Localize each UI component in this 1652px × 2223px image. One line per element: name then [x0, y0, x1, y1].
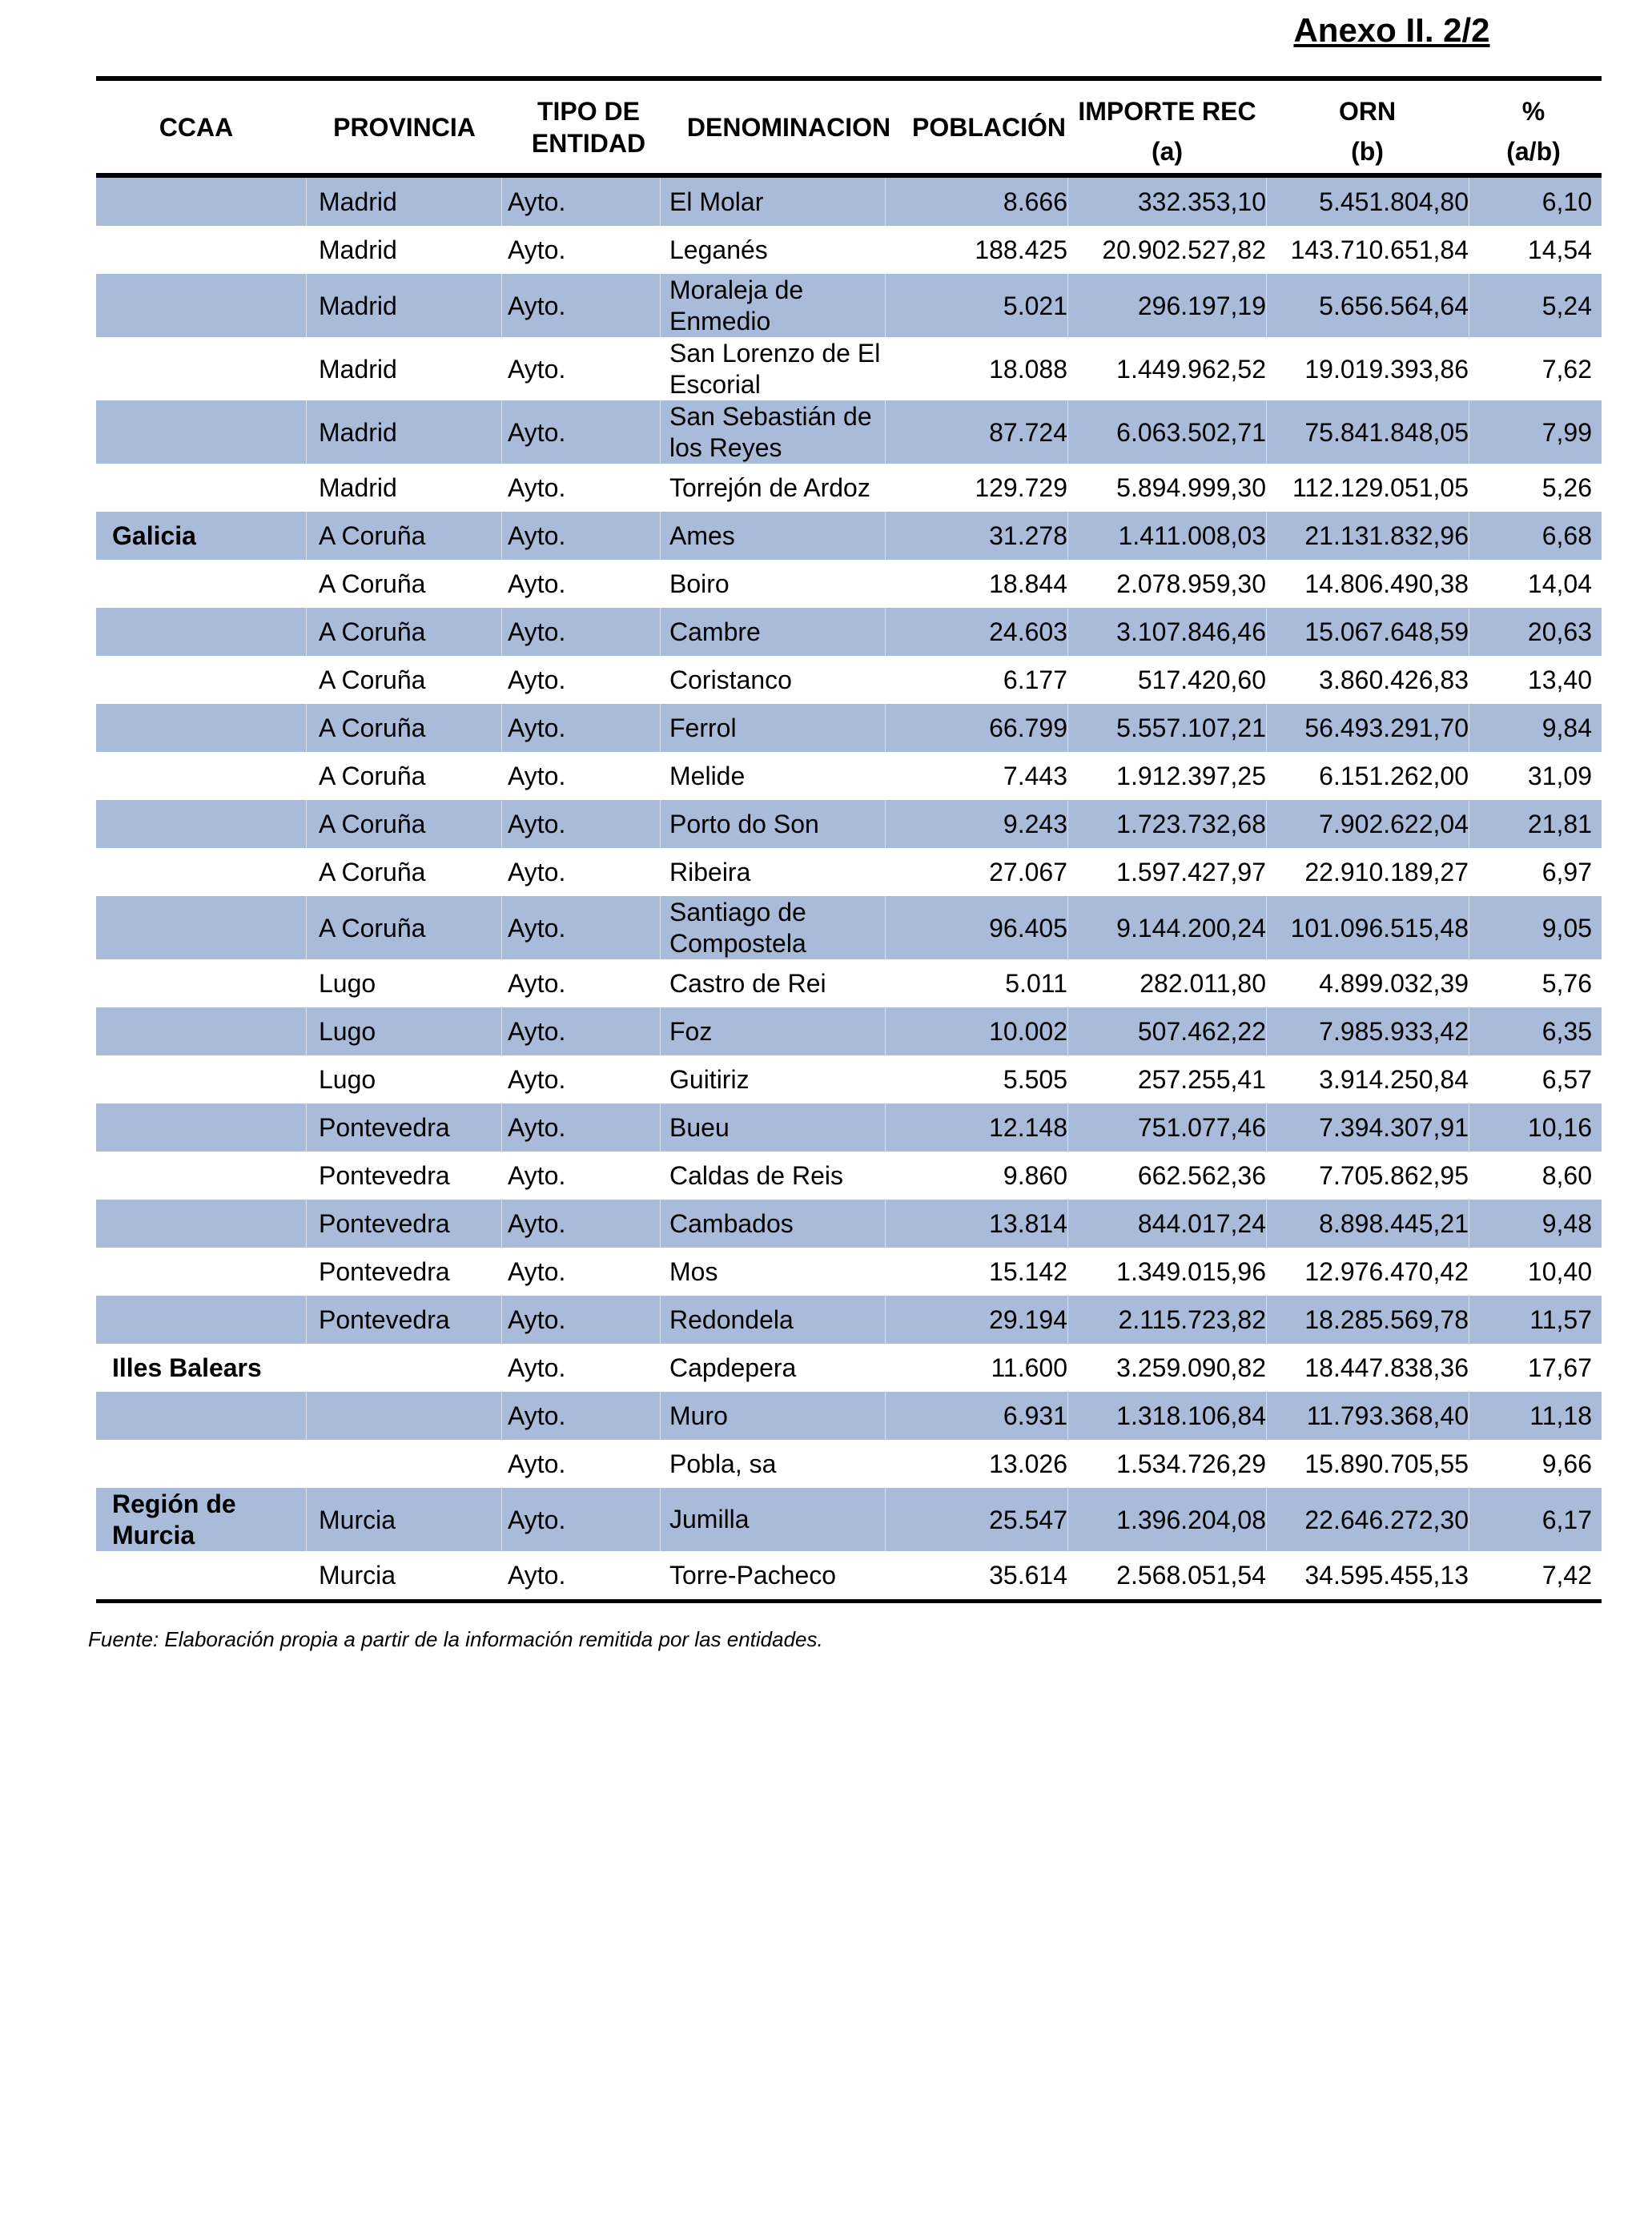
cell-tipo: Ayto.: [508, 1065, 566, 1094]
cell-importe: 507.462,22: [1137, 1017, 1266, 1046]
table-row: [96, 752, 1602, 800]
cell-ccaa: [112, 704, 296, 752]
column-separator: [306, 608, 307, 656]
cell-importe: 1.534.726,29: [1116, 1449, 1266, 1478]
column-separator: [660, 704, 661, 752]
cell-tipo: Ayto.: [508, 1401, 566, 1430]
cell-poblacion: 96.405: [989, 913, 1067, 943]
column-separator: [306, 1200, 307, 1248]
cell-poblacion: 129.729: [975, 473, 1067, 502]
cell-denominacion: Jumilla: [669, 1505, 750, 1534]
cell-provincia: [319, 1440, 503, 1488]
cell-orn: 56.493.291,70: [1304, 714, 1469, 742]
cell-denominacion: Torrejón de Ardoz: [669, 472, 870, 502]
cell-percent: 20,63: [1527, 617, 1592, 646]
cell-percent: 14,54: [1527, 235, 1592, 264]
cell-percent: 17,67: [1527, 1353, 1592, 1382]
cell-provincia: Pontevedra: [319, 1257, 450, 1286]
table-row: [96, 1055, 1602, 1103]
cell-importe: 1.349.015,96: [1116, 1257, 1266, 1286]
cell-ccaa: [112, 400, 296, 464]
table-row: [96, 274, 1602, 337]
cell-tipo: Ayto.: [508, 354, 566, 384]
cell-provincia: A Coruña: [319, 858, 426, 886]
cell-denominacion: Muro: [669, 1401, 728, 1430]
cell-percent: 5,76: [1541, 969, 1592, 998]
cell-provincia: Lugo: [319, 1017, 376, 1046]
table-row: [96, 226, 1602, 274]
cell-ccaa: [112, 656, 296, 704]
column-separator: [660, 512, 661, 560]
cell-poblacion: 8.666: [1003, 187, 1067, 216]
cell-tipo: Ayto.: [508, 810, 566, 838]
cell-importe: 2.115.723,82: [1118, 1305, 1266, 1334]
cell-importe: 9.144.200,24: [1116, 913, 1266, 943]
cell-poblacion: 5.021: [1003, 291, 1067, 320]
column-separator: [306, 1296, 307, 1344]
cell-provincia: Pontevedra: [319, 1305, 450, 1334]
table-body: [96, 178, 1602, 1599]
table-row: [96, 1296, 1602, 1344]
cell-orn: 21.131.832,96: [1304, 521, 1469, 550]
header-denominacion: DENOMINACION: [686, 112, 891, 142]
cell-denominacion: Guitiriz: [669, 1064, 750, 1094]
column-separator: [306, 800, 307, 848]
cell-provincia: Madrid: [319, 235, 397, 264]
cell-denominacion: Cambados: [669, 1208, 794, 1238]
cell-tipo: Ayto.: [508, 1113, 566, 1142]
cell-orn: 101.096.515,48: [1290, 913, 1469, 943]
cell-denominacion: Castro de Rei: [669, 968, 826, 998]
column-separator: [306, 274, 307, 337]
table-row: [96, 959, 1602, 1007]
cell-ccaa: [112, 1055, 296, 1103]
cell-ccaa: [112, 337, 296, 400]
cell-importe: 844.017,24: [1137, 1209, 1266, 1238]
cell-denominacion: Foz: [669, 1016, 713, 1046]
cell-poblacion: 18.844: [989, 569, 1067, 598]
cell-poblacion: 13.026: [989, 1449, 1067, 1478]
cell-orn: 15.890.705,55: [1304, 1449, 1469, 1478]
cell-provincia: [319, 1392, 503, 1440]
cell-poblacion: 25.547: [989, 1505, 1067, 1534]
column-separator: [306, 512, 307, 560]
cell-poblacion: 18.088: [989, 354, 1067, 384]
cell-importe: 3.259.090,82: [1116, 1353, 1266, 1382]
cell-provincia: A Coruña: [319, 714, 426, 742]
cell-ccaa: [112, 226, 296, 274]
table-row: [96, 1551, 1602, 1599]
cell-percent: 10,40: [1527, 1257, 1592, 1286]
cell-orn: 7.394.307,91: [1319, 1113, 1469, 1142]
cell-percent: 13,40: [1527, 665, 1592, 694]
header-ccaa: CCAA: [159, 112, 234, 142]
table-row: [96, 400, 1602, 464]
cell-ccaa: Galicia: [112, 521, 196, 550]
cell-provincia: Pontevedra: [319, 1161, 450, 1190]
cell-importe: 1.396.204,08: [1116, 1505, 1266, 1534]
table-row: [96, 704, 1602, 752]
header-provincia: PROVINCIA: [333, 112, 476, 142]
cell-denominacion: Leganés: [669, 235, 768, 264]
column-separator: [660, 400, 661, 464]
cell-importe: 2.568.051,54: [1116, 1561, 1266, 1590]
cell-tipo: Ayto.: [508, 1505, 566, 1534]
cell-importe: 296.197,19: [1137, 291, 1266, 320]
table-row: [96, 1488, 1602, 1551]
cell-ccaa: [112, 959, 296, 1007]
cell-ccaa: [112, 1551, 296, 1599]
cell-percent: 11,18: [1529, 1401, 1592, 1430]
cell-percent: 5,24: [1541, 291, 1592, 320]
cell-percent: 7,42: [1541, 1561, 1592, 1590]
cell-percent: 21,81: [1527, 810, 1592, 838]
cell-orn: 5.451.804,80: [1319, 187, 1469, 216]
cell-denominacion: Ames: [669, 521, 735, 550]
cell-ccaa: [112, 608, 296, 656]
cell-denominacion: Cambre: [669, 617, 761, 646]
cell-denominacion: Moraleja de Enmedio: [669, 275, 804, 336]
cell-orn: 8.898.445,21: [1319, 1209, 1469, 1238]
table-row: [96, 1392, 1602, 1440]
cell-orn: 19.019.393,86: [1304, 354, 1469, 384]
cell-percent: 6,17: [1541, 1505, 1592, 1534]
cell-percent: 9,84: [1541, 714, 1592, 742]
cell-orn: 12.976.470,42: [1304, 1257, 1469, 1286]
cell-percent: 7,99: [1541, 417, 1592, 447]
cell-denominacion: Mos: [669, 1256, 718, 1286]
table-row: [96, 178, 1602, 226]
cell-percent: 9,48: [1541, 1209, 1592, 1238]
cell-poblacion: 9.860: [1003, 1161, 1067, 1190]
cell-poblacion: 24.603: [989, 617, 1067, 646]
cell-tipo: Ayto.: [508, 1017, 566, 1046]
column-separator: [306, 1007, 307, 1055]
cell-poblacion: 188.425: [975, 235, 1067, 264]
cell-orn: 5.656.564,64: [1319, 291, 1469, 320]
cell-poblacion: 87.724: [989, 417, 1067, 447]
cell-tipo: Ayto.: [508, 913, 566, 943]
table-row: [96, 896, 1602, 959]
cell-percent: 31,09: [1527, 762, 1592, 790]
cell-denominacion: Pobla, sa: [669, 1449, 777, 1478]
cell-importe: 517.420,60: [1137, 665, 1266, 694]
column-separator: [660, 800, 661, 848]
table-row: [96, 1200, 1602, 1248]
cell-ccaa: Illes Balears: [112, 1353, 262, 1382]
cell-provincia: A Coruña: [319, 762, 426, 790]
cell-provincia: Pontevedra: [319, 1113, 450, 1142]
cell-provincia: A Coruña: [319, 617, 426, 646]
cell-orn: 14.806.490,38: [1304, 569, 1469, 598]
cell-ccaa: [112, 560, 296, 608]
table-row: [96, 337, 1602, 400]
cell-denominacion: Torre-Pacheco: [669, 1560, 837, 1590]
cell-importe: 282.011,80: [1140, 969, 1266, 998]
cell-provincia: A Coruña: [319, 665, 426, 694]
table-row: [96, 656, 1602, 704]
cell-percent: 11,57: [1529, 1305, 1592, 1334]
table-row: [96, 1440, 1602, 1488]
cell-tipo: Ayto.: [508, 1449, 566, 1478]
table-row: [96, 608, 1602, 656]
cell-poblacion: 13.814: [989, 1209, 1067, 1238]
cell-provincia: Madrid: [319, 291, 397, 320]
cell-ccaa: [112, 896, 296, 959]
column-separator: [306, 400, 307, 464]
column-separator: [306, 1392, 307, 1440]
cell-ccaa: [112, 848, 296, 896]
column-separator: [660, 178, 661, 226]
cell-orn: 7.705.862,95: [1319, 1161, 1469, 1190]
cell-provincia: Pontevedra: [319, 1209, 450, 1238]
cell-poblacion: 9.243: [1003, 810, 1067, 838]
cell-orn: 112.129.051,05: [1292, 473, 1469, 502]
cell-ccaa: [112, 274, 296, 337]
cell-ccaa: [112, 1103, 296, 1152]
cell-tipo: Ayto.: [508, 714, 566, 742]
cell-denominacion: Porto do Son: [669, 809, 819, 838]
cell-poblacion: 12.148: [989, 1113, 1067, 1142]
column-separator: [660, 1103, 661, 1152]
cell-ccaa: [112, 1200, 296, 1248]
cell-orn: 22.910.189,27: [1304, 858, 1469, 886]
table-row: [96, 1007, 1602, 1055]
cell-importe: 2.078.959,30: [1116, 569, 1266, 598]
cell-importe: 257.255,41: [1137, 1065, 1266, 1094]
table-row: [96, 848, 1602, 896]
cell-poblacion: 6.931: [1003, 1401, 1067, 1430]
cell-denominacion: San Sebastián de los Reyes: [669, 401, 872, 462]
cell-percent: 7,62: [1541, 354, 1592, 384]
cell-percent: 6,35: [1541, 1017, 1592, 1046]
cell-poblacion: 5.505: [1003, 1065, 1067, 1094]
cell-importe: 1.318.106,84: [1116, 1401, 1266, 1430]
column-separator: [306, 704, 307, 752]
column-separator: [660, 1392, 661, 1440]
cell-percent: 6,10: [1541, 187, 1592, 216]
cell-tipo: Ayto.: [508, 858, 566, 886]
cell-importe: 1.912.397,25: [1116, 762, 1266, 790]
cell-poblacion: 31.278: [989, 521, 1067, 550]
cell-tipo: Ayto.: [508, 969, 566, 998]
cell-provincia: Murcia: [319, 1561, 396, 1590]
cell-orn: 4.899.032,39: [1319, 969, 1469, 998]
cell-tipo: Ayto.: [508, 762, 566, 790]
cell-poblacion: 27.067: [989, 858, 1067, 886]
cell-importe: 20.902.527,82: [1102, 235, 1266, 264]
cell-denominacion: Caldas de Reis: [669, 1160, 843, 1190]
cell-orn: 7.902.622,04: [1319, 810, 1469, 838]
cell-tipo: Ayto.: [508, 1353, 566, 1382]
cell-tipo: Ayto.: [508, 1561, 566, 1590]
cell-importe: 5.894.999,30: [1116, 473, 1266, 502]
cell-orn: 15.067.648,59: [1304, 617, 1469, 646]
table-bottom-rule: [96, 1599, 1602, 1603]
cell-denominacion: Capdepera: [669, 1353, 797, 1382]
cell-poblacion: 29.194: [989, 1305, 1067, 1334]
cell-tipo: Ayto.: [508, 473, 566, 502]
cell-importe: 1.597.427,97: [1116, 858, 1266, 886]
cell-importe: 3.107.846,46: [1116, 617, 1266, 646]
header-importe-rec: IMPORTE REC (a): [1078, 97, 1256, 166]
cell-poblacion: 5.011: [1005, 969, 1067, 998]
cell-percent: 6,57: [1541, 1065, 1592, 1094]
cell-tipo: Ayto.: [508, 1257, 566, 1286]
cell-importe: 1.449.962,52: [1116, 354, 1266, 384]
column-separator: [660, 274, 661, 337]
cell-poblacion: 15.142: [989, 1257, 1067, 1286]
cell-denominacion: Ferrol: [669, 713, 737, 742]
column-separator: [306, 896, 307, 959]
cell-provincia: A Coruña: [319, 810, 426, 838]
cell-poblacion: 35.614: [989, 1561, 1067, 1590]
cell-orn: 3.914.250,84: [1319, 1065, 1469, 1094]
column-separator: [660, 1488, 661, 1551]
cell-ccaa: [112, 178, 296, 226]
cell-ccaa: [112, 464, 296, 512]
cell-orn: 18.447.838,36: [1304, 1353, 1469, 1382]
table-row: [96, 464, 1602, 512]
cell-percent: 8,60: [1541, 1161, 1592, 1190]
cell-provincia: Madrid: [319, 473, 397, 502]
cell-importe: 5.557.107,21: [1116, 714, 1266, 742]
cell-tipo: Ayto.: [508, 665, 566, 694]
cell-poblacion: 7.443: [1003, 762, 1067, 790]
column-separator: [306, 1488, 307, 1551]
cell-denominacion: San Lorenzo de El Escorial: [669, 338, 881, 399]
cell-provincia: [319, 1344, 503, 1392]
cell-tipo: Ayto.: [508, 1305, 566, 1334]
cell-tipo: Ayto.: [508, 521, 566, 550]
cell-provincia: Madrid: [319, 417, 397, 447]
header-orn: ORN (b): [1338, 97, 1397, 166]
cell-provincia: Madrid: [319, 354, 397, 384]
cell-orn: 75.841.848,05: [1304, 417, 1469, 447]
table-row: [96, 1152, 1602, 1200]
cell-provincia: Murcia: [319, 1505, 396, 1534]
cell-tipo: Ayto.: [508, 235, 566, 264]
cell-ccaa: Región de Murcia: [112, 1489, 236, 1550]
cell-provincia: Madrid: [319, 187, 397, 216]
cell-percent: 9,66: [1541, 1449, 1592, 1478]
cell-denominacion: Redondela: [669, 1304, 794, 1334]
column-separator: [660, 1296, 661, 1344]
cell-ccaa: [112, 1296, 296, 1344]
cell-poblacion: 66.799: [989, 714, 1067, 742]
cell-ccaa: [112, 1248, 296, 1296]
cell-orn: 7.985.933,42: [1319, 1017, 1469, 1046]
cell-orn: 18.285.569,78: [1304, 1305, 1469, 1334]
cell-orn: 11.793.368,40: [1306, 1401, 1469, 1430]
table-row: [96, 800, 1602, 848]
cell-poblacion: 11.600: [991, 1353, 1067, 1382]
column-separator: [660, 1007, 661, 1055]
column-separator: [306, 1103, 307, 1152]
cell-orn: 143.710.651,84: [1290, 235, 1469, 264]
cell-provincia: A Coruña: [319, 913, 426, 943]
cell-denominacion: Ribeira: [669, 857, 751, 886]
cell-percent: 9,05: [1541, 913, 1592, 943]
column-separator: [660, 1200, 661, 1248]
cell-tipo: Ayto.: [508, 291, 566, 320]
cell-denominacion: Boiro: [669, 569, 730, 598]
cell-ccaa: [112, 1392, 296, 1440]
cell-ccaa: [112, 752, 296, 800]
cell-orn: 6.151.262,00: [1319, 762, 1469, 790]
cell-tipo: Ayto.: [508, 1209, 566, 1238]
cell-importe: 332.353,10: [1137, 187, 1266, 216]
header-percent: % (a/b): [1506, 97, 1561, 166]
table-row: [96, 560, 1602, 608]
table-row: [96, 1103, 1602, 1152]
cell-importe: 6.063.502,71: [1116, 417, 1266, 447]
cell-orn: 34.595.455,13: [1304, 1561, 1469, 1590]
column-separator: [660, 608, 661, 656]
cell-tipo: Ayto.: [508, 417, 566, 447]
cell-provincia: Lugo: [319, 1065, 376, 1094]
header-tipo-entidad: TIPO DE ENTIDAD: [531, 96, 646, 158]
cell-provincia: A Coruña: [319, 569, 426, 598]
table-row: [96, 1344, 1602, 1392]
table-header: [96, 81, 1602, 173]
cell-importe: 1.723.732,68: [1116, 810, 1266, 838]
cell-tipo: Ayto.: [508, 617, 566, 646]
cell-provincia: A Coruña: [319, 521, 426, 550]
cell-ccaa: [112, 1152, 296, 1200]
cell-denominacion: Melide: [669, 761, 746, 790]
cell-poblacion: 10.002: [989, 1017, 1067, 1046]
cell-percent: 5,26: [1541, 473, 1592, 502]
cell-ccaa: [112, 800, 296, 848]
cell-tipo: Ayto.: [508, 569, 566, 598]
cell-tipo: Ayto.: [508, 187, 566, 216]
cell-percent: 14,04: [1527, 569, 1592, 598]
cell-denominacion: Coristanco: [669, 665, 792, 694]
source-note: Fuente: Elaboración propia a partir de la información remitida por las entidades.: [88, 1627, 823, 1651]
header-poblacion: POBLACIÓN: [912, 112, 1066, 142]
cell-ccaa: [112, 1007, 296, 1055]
table-row: [96, 1248, 1602, 1296]
cell-provincia: Lugo: [319, 969, 376, 998]
cell-percent: 6,68: [1541, 521, 1592, 550]
cell-orn: 3.860.426,83: [1319, 665, 1469, 694]
column-separator: [660, 896, 661, 959]
cell-percent: 6,97: [1541, 858, 1592, 886]
cell-importe: 751.077,46: [1137, 1113, 1266, 1142]
table-row: [96, 512, 1602, 560]
data-table: [96, 76, 1602, 1603]
cell-importe: 662.562,36: [1137, 1161, 1266, 1190]
column-separator: [306, 178, 307, 226]
cell-orn: 22.646.272,30: [1304, 1505, 1469, 1534]
cell-importe: 1.411.008,03: [1118, 521, 1266, 550]
cell-poblacion: 6.177: [1003, 665, 1067, 694]
cell-tipo: Ayto.: [508, 1161, 566, 1190]
cell-denominacion: El Molar: [669, 187, 764, 216]
cell-denominacion: Santiago de Compostela: [669, 897, 806, 958]
cell-denominacion: Bueu: [669, 1112, 730, 1142]
annex-title: Anexo II. 2/2: [1293, 11, 1490, 49]
cell-ccaa: [112, 1440, 296, 1488]
cell-percent: 10,16: [1527, 1113, 1592, 1142]
